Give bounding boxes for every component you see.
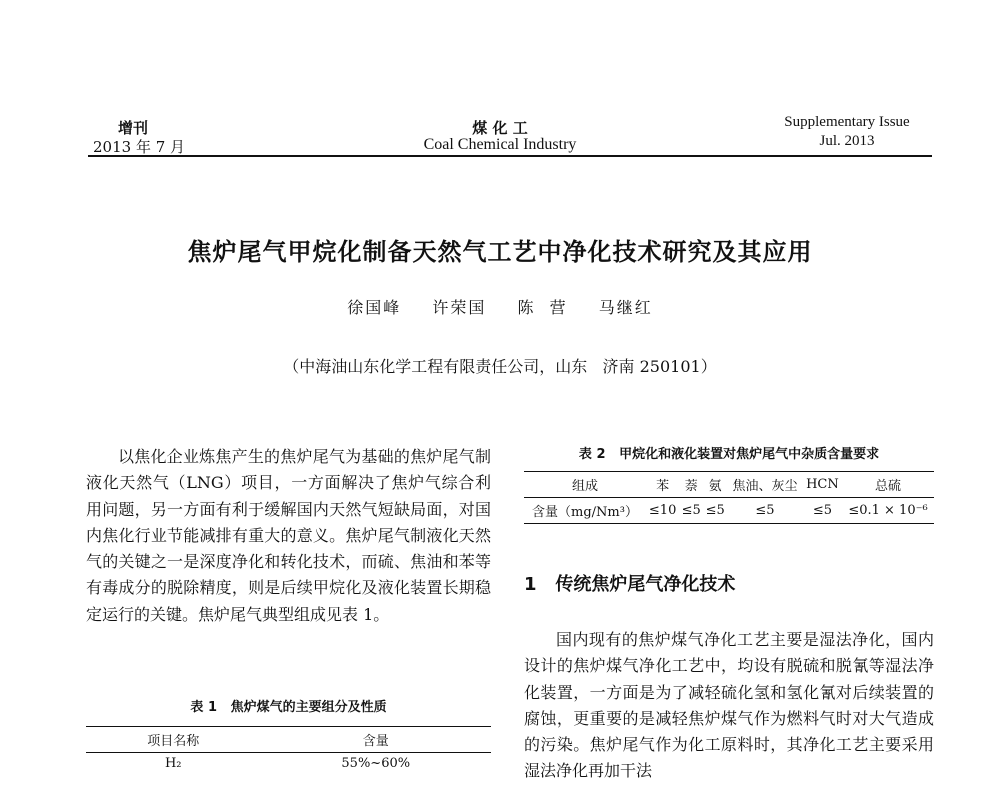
table2 — [524, 471, 934, 524]
issue-date-en: Jul. 2013 — [819, 133, 875, 149]
table1-header-content: 含量 — [261, 727, 491, 753]
table-row — [524, 498, 934, 524]
left-column — [86, 444, 491, 628]
author-list — [0, 295, 1000, 318]
table1 — [86, 726, 491, 774]
table2-cell: 含量（mg/Nm³） — [524, 498, 646, 524]
table-row — [86, 753, 491, 775]
table2-cell: ≤5 — [727, 498, 803, 524]
table2-header: 焦油、灰尘 — [727, 472, 803, 498]
right-column — [524, 627, 934, 785]
journal-date: 2013 年 7 月 — [93, 138, 186, 156]
journal-supplement-label: 增刊 — [118, 119, 149, 137]
table2-cell: ≤10 — [646, 498, 679, 524]
affiliation: （中海油山东化学工程有限责任公司，山东 济南 250101） — [283, 357, 717, 376]
supplementary-issue-label: Supplementary Issue — [784, 114, 910, 130]
author-3: 陈 营 — [517, 298, 568, 317]
table1-caption: 表 1 焦炉煤气的主要组分及性质 — [190, 700, 387, 715]
table2-cell: ≤5 — [703, 498, 727, 524]
author-1: 徐国峰 — [347, 298, 402, 317]
table2-header: 组成 — [524, 472, 646, 498]
author-2: 许荣国 — [432, 298, 487, 317]
table1-header-item: 项目名称 — [86, 727, 261, 753]
article-title: 焦炉尾气甲烷化制备天然气工艺中净化技术研究及其应用 — [187, 238, 813, 266]
table2-cell: ≤0.1 × 10⁻⁶ — [842, 498, 934, 524]
section1-paragraph: 国内现有的焦炉煤气净化工艺主要是湿法净化，国内设计的焦炉煤气净化工艺中，均设有脱硫和脱氰等湿法净化装置，一方面是为了减轻硫化氢和氢化氰对后续装置的腐蚀，更重要的是减轻焦炉煤气作为燃料气时对大气造成的污染。焦炉尾气作为化工原料时，其净化工艺主要采用湿法净化再加干法 — [524, 630, 934, 781]
table2-header: 萘 — [679, 472, 703, 498]
journal-name-en: Coal Chemical Industry — [423, 136, 577, 153]
table1-cell: H₂ — [164, 756, 182, 771]
table2-header: 总硫 — [842, 472, 934, 498]
author-4: 马继红 — [598, 298, 653, 317]
section1-heading: 1 传统焦炉尾气净化技术 — [524, 574, 736, 595]
journal-name-cn: 煤 化 工 — [472, 119, 528, 137]
table2-cell: ≤5 — [803, 498, 842, 524]
table2-header: 苯 — [646, 472, 679, 498]
header-rule — [88, 155, 932, 157]
table2-caption: 表 2 甲烷化和液化装置对焦炉尾气中杂质含量要求 — [578, 447, 880, 462]
table2-header: 氨 — [703, 472, 727, 498]
table2-header: HCN — [803, 472, 842, 498]
intro-paragraph: 以焦化企业炼焦产生的焦炉尾气为基础的焦炉尾气制液化天然气（LNG）项目，一方面解决了焦炉气综合利用问题，另一方面有利于缓解国内天然气短缺局面，对国内焦化行业节能减排有重大的意义。焦炉尾气制液化天然气的关键之一是深度净化和转化技术，而硫、焦油和苯等有毒成分的脱除精度，则是后续甲烷化及液化装置长期稳定运行的关键。焦炉尾气典型组成见表 1。 — [86, 447, 491, 624]
table1-cell: 55%~60% — [341, 756, 411, 771]
table2-cell: ≤5 — [679, 498, 703, 524]
